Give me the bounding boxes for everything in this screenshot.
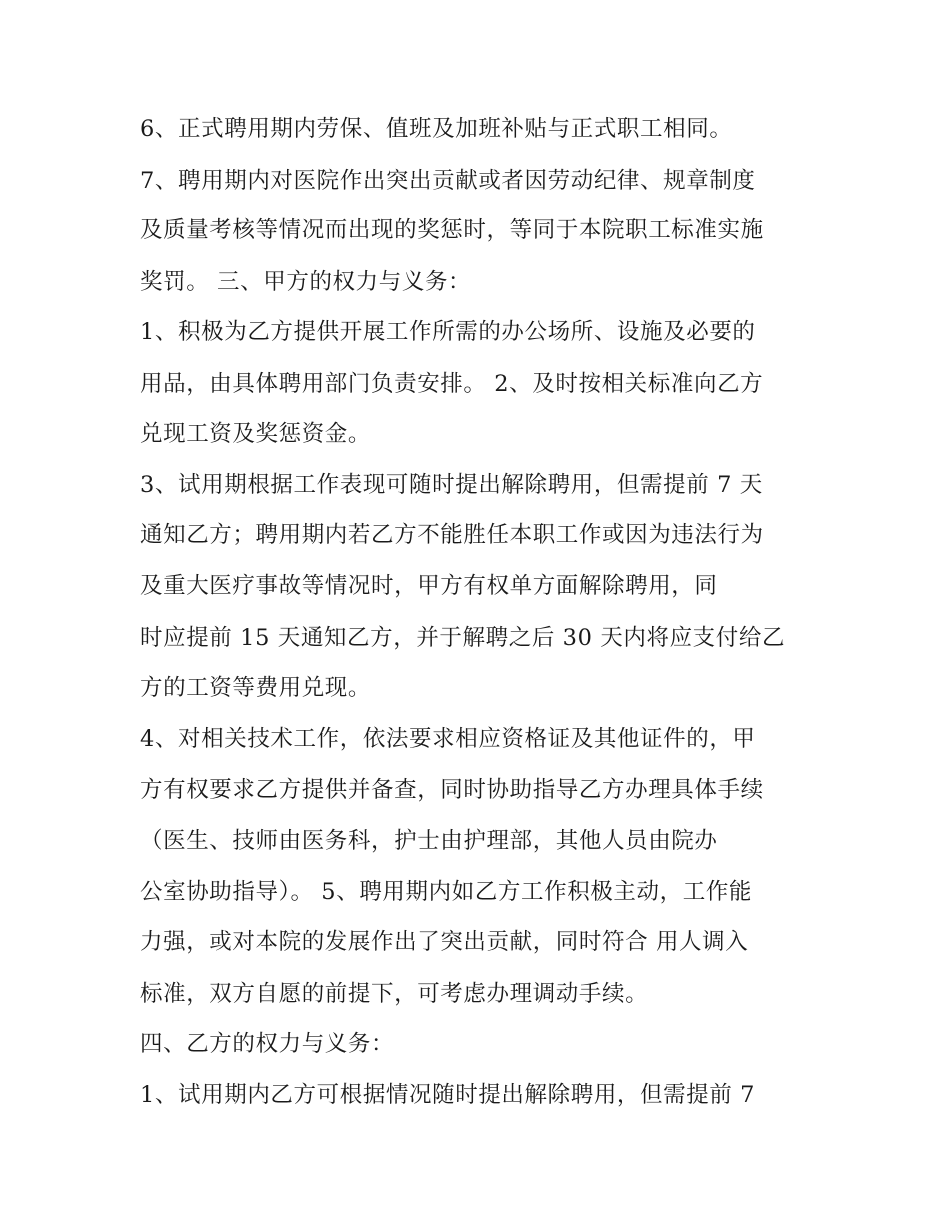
text-line-2: 7、聘用期内对医院作出突出贡献或者因劳动纪律、规章制度 <box>140 168 756 194</box>
text-line-3: 及质量考核等情况而出现的奖惩时，等同于本院职工标准实施 <box>140 217 764 243</box>
text-line-12: 方的工资等费用兑现。 <box>140 675 372 701</box>
text-line-6: 用品，由具体聘用部门负责安排。 2、及时按相关标准向乙方 <box>140 371 764 397</box>
text-line-11: 时应提前 15 天通知乙方，并于解聘之后 30 天内将应支付给乙 <box>140 625 786 651</box>
text-line-10: 及重大医疗事故等情况时，甲方有权单方面解除聘用，同 <box>140 573 718 599</box>
text-line-4: 奖罚。 三、甲方的权力与义务： <box>140 269 472 295</box>
text-line-18: 标准，双方自愿的前提下，可考虑办理调动手续。 <box>140 981 649 1007</box>
text-line-13: 4、对相关技术工作，依法要求相应资格证及其他证件的，甲 <box>140 726 756 752</box>
text-line-20: 1、试用期内乙方可根据情况随时提出解除聘用，但需提前 7 <box>140 1082 756 1108</box>
text-line-5: 1、积极为乙方提供开展工作所需的办公场所、设施及必要的 <box>140 319 756 345</box>
text-line-19: 四、乙方的权力与义务： <box>140 1031 395 1057</box>
text-line-9: 通知乙方；聘用期内若乙方不能胜任本职工作或因为违法行为 <box>140 522 764 548</box>
text-line-1: 6、正式聘用期内劳保、值班及加班补贴与正式职工相同。 <box>140 116 733 142</box>
text-line-17: 力强，或对本院的发展作出了突出贡献，同时符合 用人调入 <box>140 929 749 955</box>
text-line-14: 方有权要求乙方提供并备查，同时协助指导乙方办理具体手续 <box>140 777 764 803</box>
text-line-16: 公室协助指导）。 5、聘用期内如乙方工作积极主动，工作能 <box>140 879 753 905</box>
text-line-7: 兑现工资及奖惩资金。 <box>140 421 372 447</box>
text-line-15: （医生、技师由医务科，护士由护理部，其他人员由院办 <box>140 828 718 854</box>
text-line-8: 3、试用期根据工作表现可随时提出解除聘用，但需提前 7 天 <box>140 472 763 498</box>
